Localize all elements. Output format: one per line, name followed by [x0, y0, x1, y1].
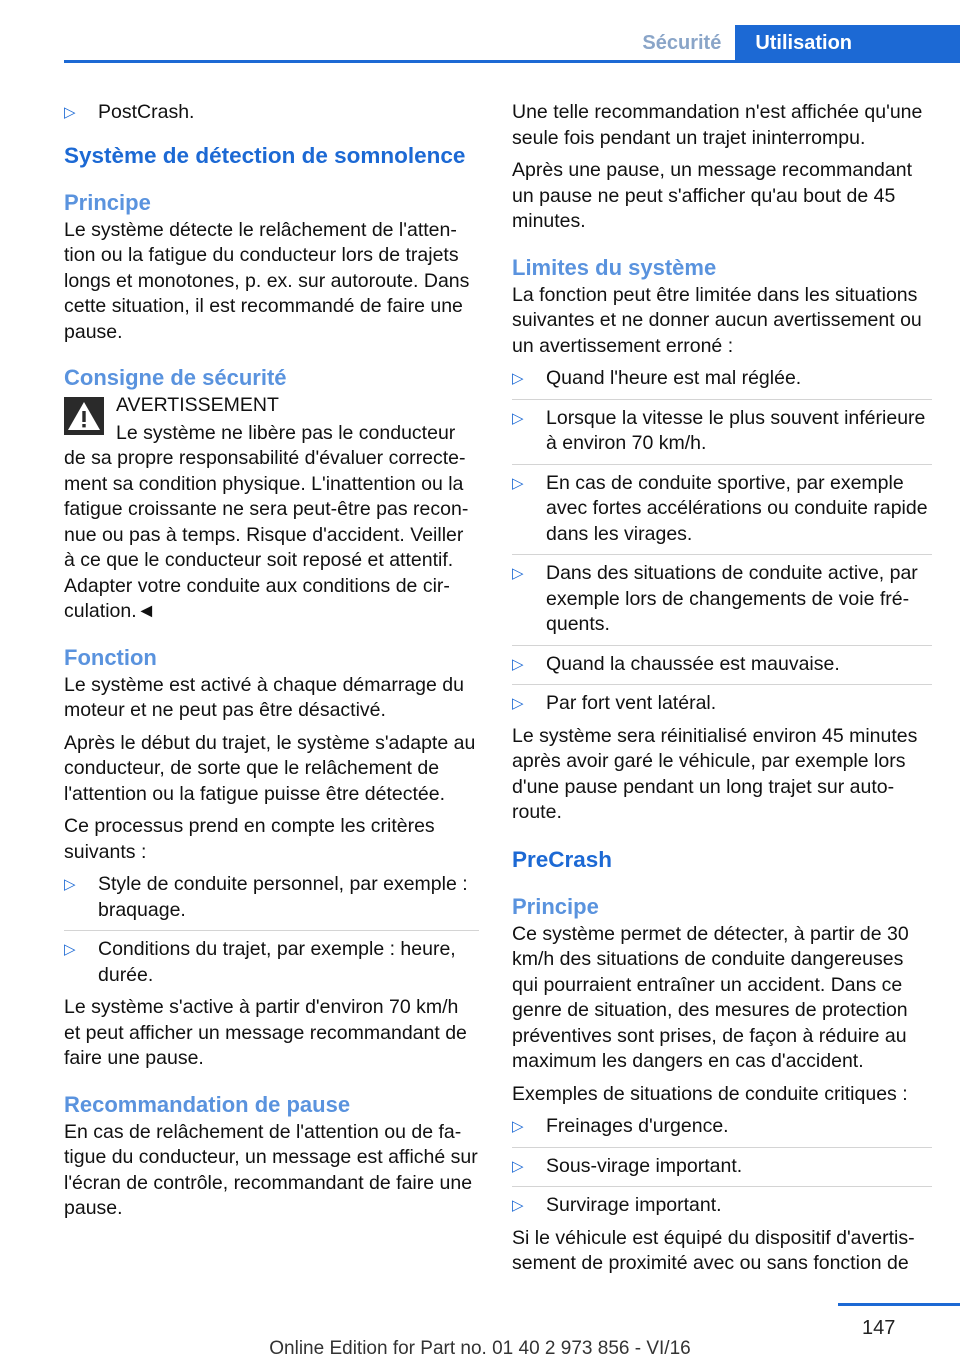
list-item: ▷ Freinages d'urgence. [512, 1114, 932, 1148]
header-rule [64, 60, 960, 63]
exemples-list [512, 1114, 932, 1219]
list-item: ▷ Conditions du trajet, par exemple : heure, durée. [64, 938, 456, 986]
paragraph-fonction-2: Après le début du trajet, le système s'adapte au conducteur, de sorte que le relâchement de l'attention ou la fatigue puisse être détectée. [64, 731, 476, 805]
heading-recommandation: Recommandation de pause [64, 1091, 351, 1117]
heading-consigne: Consigne de sécurité [64, 365, 287, 390]
paragraph-principe-precrash: Ce système permet de détecter, à partir de 30 km/h des situations de conduite dangereuses qui pourraient entraîner un accident. Dans ce genre de situation, des mesures de protection préventives sont prises, de façon à réduire au maximum les dangers en cas d'accident. [512, 922, 909, 1072]
footer-edition: Online Edition for Part no. 01 40 2 973 856 - VI/16 [269, 1338, 691, 1359]
chapter-tab: Utilisation [735, 25, 960, 62]
paragraph-exemples: Exemples de situations de conduite critiques : [512, 1082, 908, 1105]
paragraph-principe: Le système détecte le relâchement de l'attention ou la fatigue du conducteur lors de trajets longs et monotones, p. ex. sur autoroute. Dans cette situation, il est recommandé de faire une pause. [64, 218, 470, 343]
paragraph-last: Si le véhicule est équipé du dispositif d'avertissement de proximité avec ou sans fonction de [512, 1226, 915, 1274]
warning-triangle-icon [64, 397, 104, 435]
paragraph-reinit: Le système sera réinitialisé environ 45 minutes après avoir garé le véhicule, par exemple lors d'une pause pendant un long trajet sur autoroute. [512, 724, 918, 823]
bullet-triangle-icon: ▷ [512, 695, 524, 712]
paragraph-right-1: Une telle recommandation n'est affichée qu'une seule fois pendant un trajet ininterrompu. [512, 101, 923, 149]
list-item: ▷ Par fort vent latéral. [512, 691, 932, 717]
bullet-triangle-icon: ▷ [512, 409, 524, 427]
heading-limites: Limites du système [512, 254, 717, 280]
postcrash-list [64, 100, 479, 126]
bullet-triangle-icon: ▷ [512, 474, 524, 492]
list-item: ▷ Survirage important. [512, 1193, 932, 1219]
paragraph-limites: La fonction peut être limitée dans les situations suivantes et ne donner aucun avertissement ou un avertissement erroné : [512, 283, 922, 357]
criteria-list [64, 872, 479, 988]
heading-somnolence: Système de détection de somnolence [64, 142, 466, 168]
list-item: ▷ Dans des situations de conduite active, par exemple lors de changements de voie fréquents. [512, 561, 932, 646]
heading-principe-precrash: Principe [512, 893, 599, 919]
bullet-triangle-icon: ▷ [512, 1157, 524, 1175]
warning-title: AVERTISSEMENT [116, 394, 279, 416]
heading-precrash: PreCrash [512, 846, 613, 872]
bullet-triangle-icon: ▷ [512, 370, 524, 387]
warning-text: Le système ne libère pas le conducteur de sa propre responsabilité d'évaluer correctement sa condition physique. L'inattention ou la fatigue croissante ne sera peut-être pas reconnue ou pas à temps. Risque d'accident. Veiller à ce que le conducteur soit reposé et attentif. Adapter votre conduite aux conditions de circulation.◄ [64, 421, 469, 622]
list-item: ▷ PostCrash. [64, 100, 479, 126]
paragraph-fonction-1: Le système est activé à chaque démarrage du moteur et ne peut pas être désactivé. [64, 673, 464, 721]
list-item: ▷ Quand l'heure est mal réglée. [512, 366, 932, 400]
bullet-triangle-icon: ▷ [512, 1197, 524, 1214]
page-number: 147 [862, 1317, 896, 1339]
limites-list [512, 366, 932, 717]
list-item: ▷ Quand la chaussée est mauvaise. [512, 652, 932, 686]
header-tabs [622, 24, 960, 63]
list-item: ▷ Style de conduite personnel, par exemple : braquage. [64, 872, 479, 931]
bullet-triangle-icon: ▷ [64, 104, 76, 121]
paragraph-recommandation: En cas de relâchement de l'attention ou de fatigue du conducteur, un message est affiché sur l'écran de contrôle, recommandant de faire une pause. [64, 1120, 478, 1219]
list-item: ▷ Lorsque la vitesse le plus souvent inférieure à environ 70 km/h. [512, 406, 932, 465]
section-tab: Sécurité [642, 32, 722, 54]
bullet-triangle-icon: ▷ [512, 565, 524, 582]
bullet-triangle-icon: ▷ [512, 655, 524, 673]
paragraph-fonction-3: Ce processus prend en compte les critères suivants : [64, 815, 435, 863]
right-column [512, 100, 932, 1284]
paragraph-fonction-4: Le système s'active à partir d'environ 70 km/h et peut afficher un message recommandant de faire une pause. [64, 996, 467, 1069]
list-item: ▷ Sous-virage important. [512, 1154, 932, 1188]
heading-fonction: Fonction [64, 644, 157, 670]
heading-principe: Principe [64, 189, 151, 215]
left-column [64, 100, 479, 1229]
list-item: ▷ En cas de conduite sportive, par exemple avec fortes accélérations ou conduite rapide dans les virages. [512, 471, 932, 556]
footer-rule [838, 1303, 960, 1306]
bullet-triangle-icon: ▷ [64, 941, 76, 958]
bullet-triangle-icon: ▷ [64, 876, 76, 893]
warning-block [64, 393, 479, 625]
paragraph-right-2: Après une pause, un message recommandant un pause ne peut s'afficher qu'au bout de 45 minutes. [512, 159, 912, 232]
bullet-triangle-icon: ▷ [512, 1118, 524, 1135]
